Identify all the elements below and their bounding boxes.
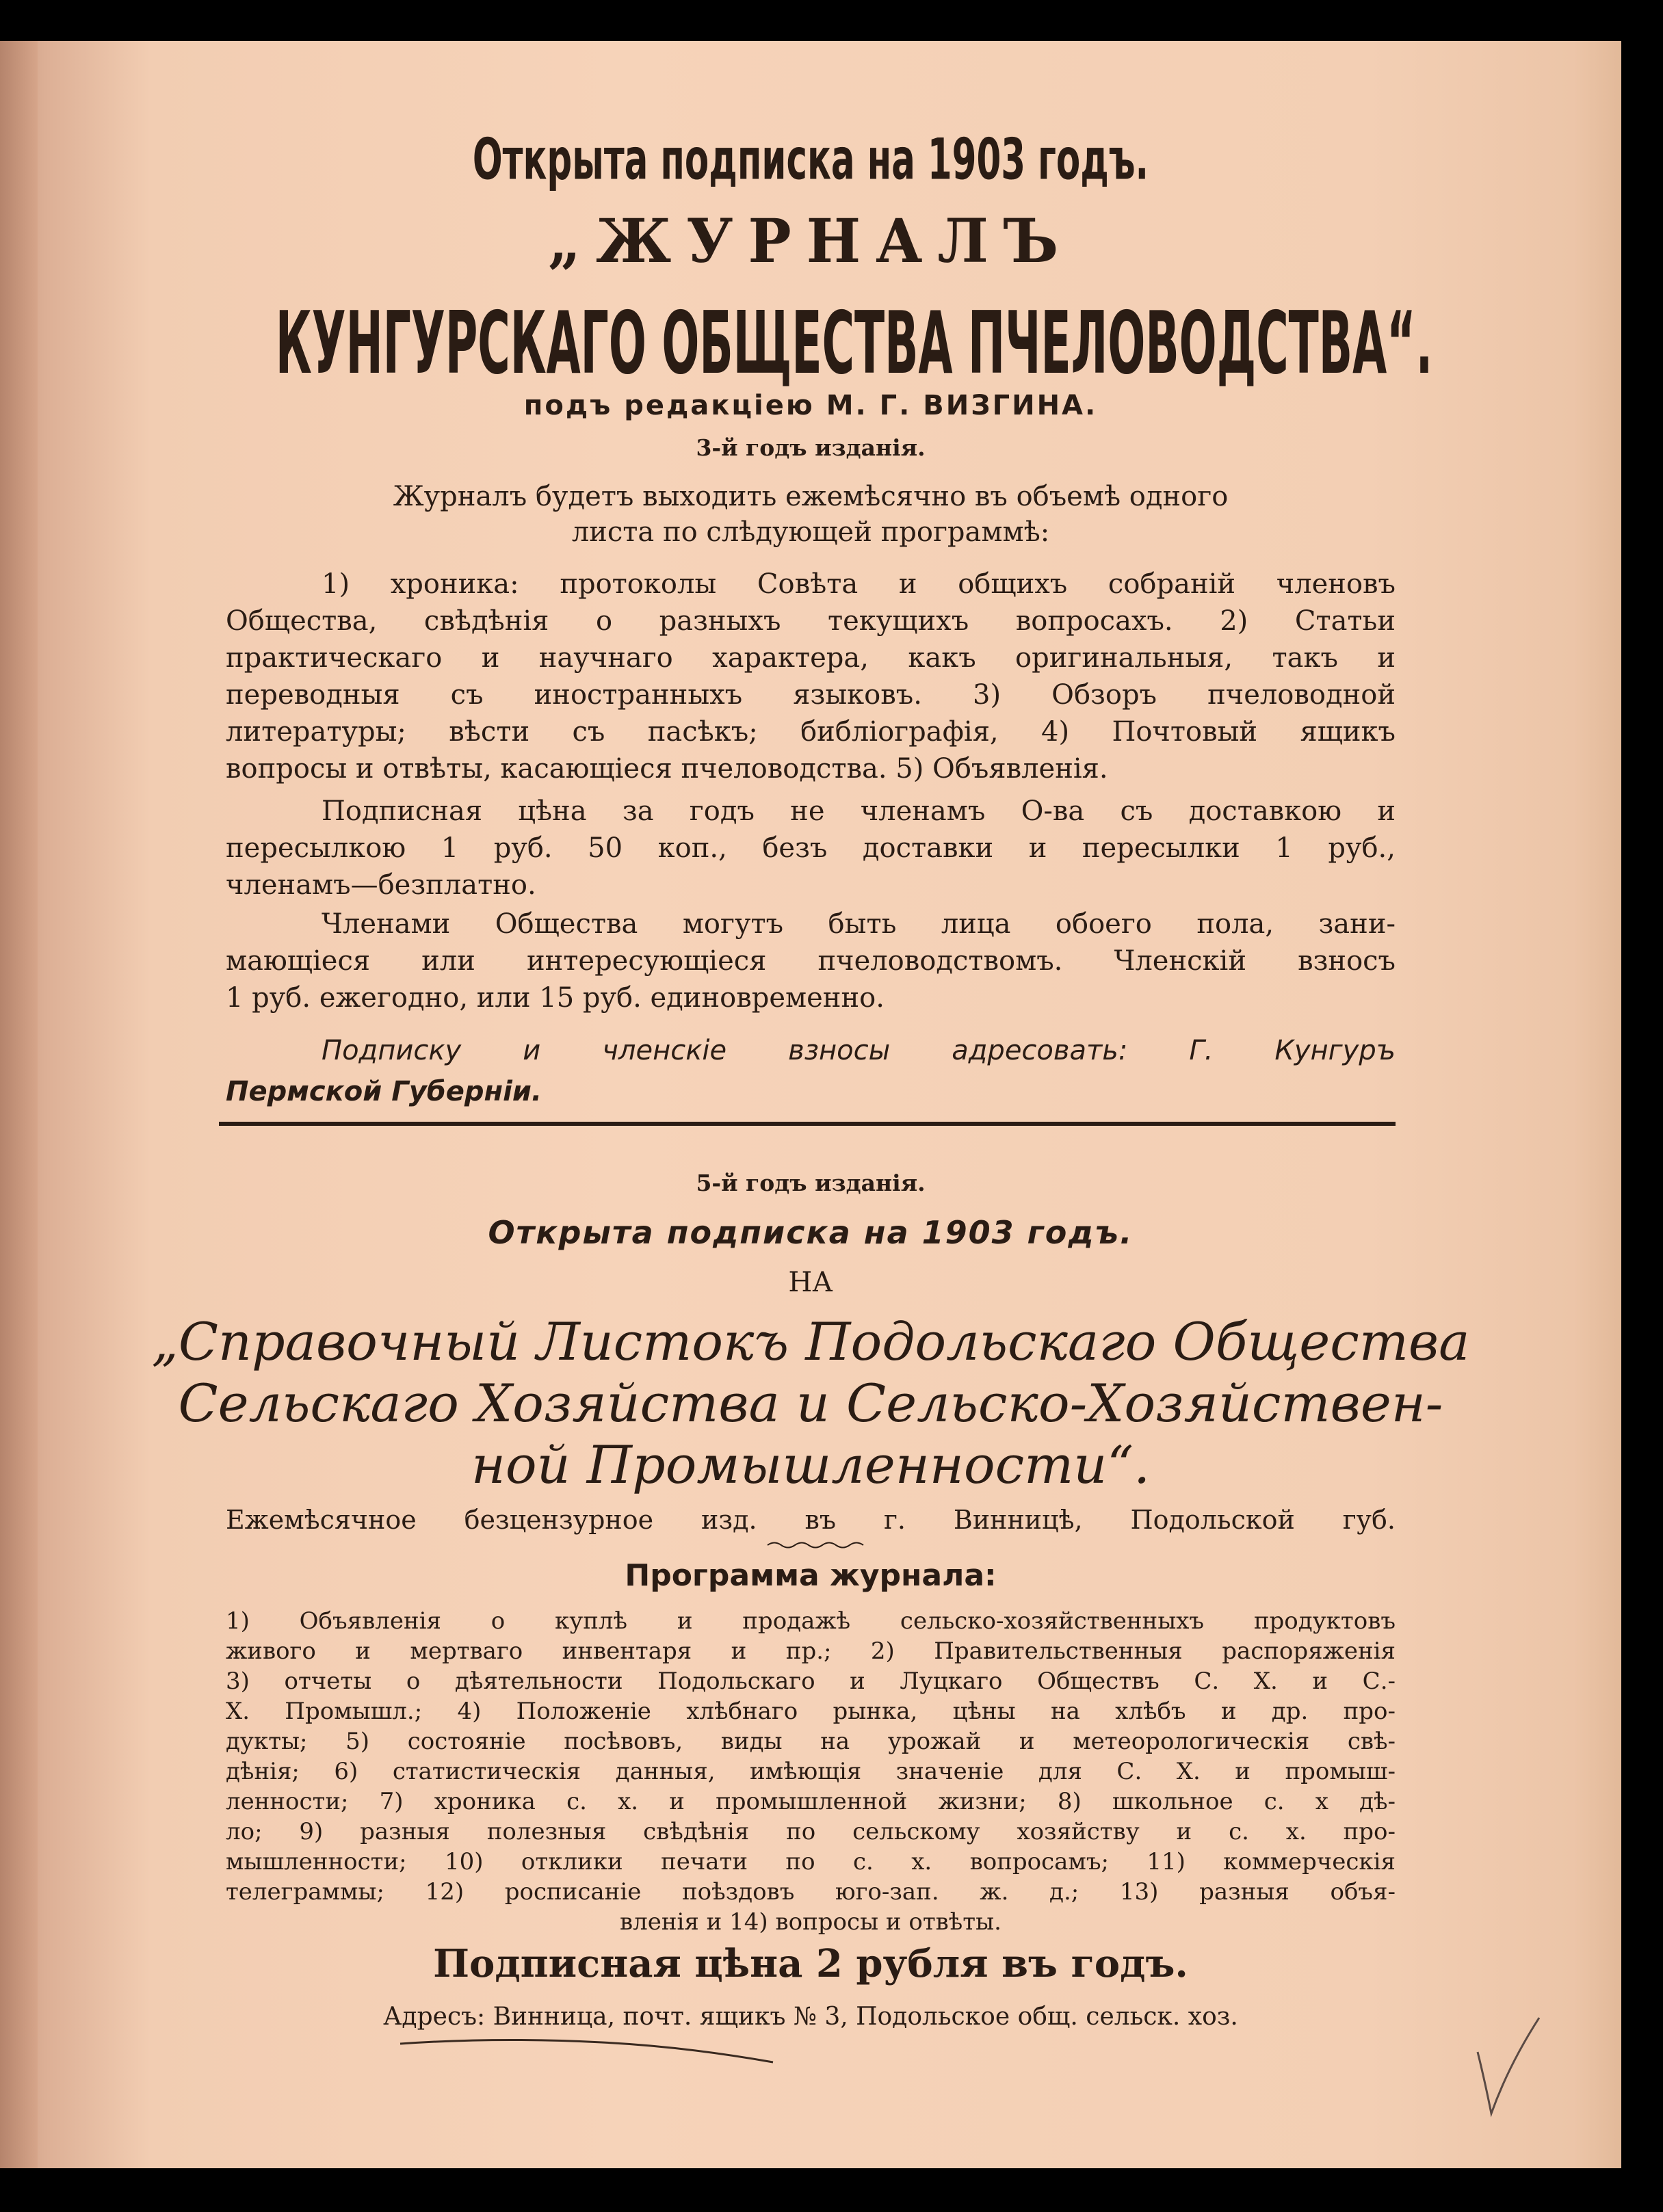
ad2-program-4: Х. Промышл.; 4) Положеніе хлѣбнаго рынка, цѣны на хлѣбъ и др. про-	[226, 1698, 1396, 1725]
ornament-wave	[766, 1540, 869, 1550]
ad1-title-word-text: „ЖУРНАЛЪ	[547, 205, 1074, 276]
ad2-program-10: телеграммы; 12) росписаніе поѣздовъ юго-зап. ж. д.; 13) разныя объя-	[226, 1878, 1396, 1906]
ad1-title-word	[0, 205, 1621, 276]
ad2-program-1: 1) Объявленія о куплѣ и продажѣ сельско-хозяйственныхъ продуктовъ	[226, 1607, 1396, 1635]
ad2-program-11: вленія и 14) вопросы и отвѣты.	[620, 1908, 1001, 1936]
ad1-address-1: Подписку и членскіе взносы адресовать: Г. Кунгуръ	[322, 1035, 1396, 1066]
ad1-intro-2: листа по слѣдующей программѣ:	[571, 516, 1050, 548]
ad2-program-heading: Программа журнала:	[625, 1558, 997, 1593]
ad1-editor: подъ редакціею М. Г. ВИЗГИНА.	[523, 390, 1098, 421]
ad1-heading	[0, 127, 1621, 193]
pencil-checkmark	[1471, 2011, 1546, 2120]
ad2-program-3: 3) отчеты о дѣятельности Подольскаго и Луцкаго Обществъ С. Х. и С.-	[226, 1668, 1396, 1695]
ad2-year: 5-й годъ изданія.	[696, 1170, 926, 1196]
ad1-price-2: пересылкою 1 руб. 50 коп., безъ доставки и пересылки 1 руб.,	[226, 832, 1396, 864]
ad2-title-2: Сельскаго Хозяйства и Сельско-Хозяйствен-	[178, 1373, 1443, 1434]
ad1-program-5: литературы; вѣсти съ пасѣкъ; библіографія, 4) Почтовый ящикъ	[226, 716, 1396, 748]
section-divider	[219, 1122, 1396, 1126]
ad1-heading-text: Открыта подписка на 1903 годъ.	[472, 127, 1149, 193]
ad1-program-4: переводныя съ иностранныхъ языковъ. 3) Обзоръ пчеловодной	[226, 679, 1396, 711]
ad2-price: Подписная цѣна 2 рубля въ годъ.	[433, 1941, 1188, 1986]
ad2-program-7: ленности; 7) хроника с. х. и промышленной жизни; 8) школьное с. х дѣ-	[226, 1788, 1396, 1815]
ad2-subtitle: Ежемѣсячное безцензурное изд. въ г. Винницѣ, Подольской губ.	[226, 1505, 1396, 1535]
ad2-na: НА	[788, 1267, 833, 1298]
ad1-members-3: 1 руб. ежегодно, или 15 руб. единовременно.	[226, 982, 885, 1014]
decorative-flourish	[397, 2031, 780, 2079]
ad1-price-3: членамъ—безплатно.	[226, 869, 536, 901]
ad1-price-1: Подписная цѣна за годъ не членамъ О-ва съ доставкою и	[322, 795, 1396, 827]
ad2-title-3: ной Промышленности“.	[471, 1434, 1151, 1495]
ad1-program-6: вопросы и отвѣты, касающіеся пчеловодства. 5) Объявленія.	[226, 753, 1108, 785]
ad1-year: 3-й годъ изданія.	[696, 434, 926, 461]
ad1-members-1: Членами Общества могутъ быть лица обоего пола, зани-	[322, 908, 1396, 940]
ad2-program-2: живого и мертваго инвентаря и пр.; 2) Правительственныя распоряженія	[226, 1637, 1396, 1665]
ad2-program-6: дѣнія; 6) статистическія данныя, имѣющія значеніе для С. Х. и промыш-	[226, 1758, 1396, 1785]
ad2-program-9: мышленности; 10) отклики печати по с. х. вопросамъ; 11) коммерческія	[226, 1848, 1396, 1875]
ad1-program-1: 1) хроника: протоколы Совѣта и общихъ собраній членовъ	[322, 568, 1396, 600]
ad2-program-8: ло; 9) разныя полезныя свѣдѣнія по сельскому хозяйству и с. х. про-	[226, 1818, 1396, 1845]
ad2-heading: Открыта подписка на 1903 годъ.	[488, 1214, 1134, 1251]
ad2-address: Адресъ: Винница, почт. ящикъ № 3, Подольское общ. сельск. хоз.	[383, 2003, 1238, 2031]
ad2-title-1: „Справочный Листокъ Подольскаго Общества	[151, 1311, 1470, 1372]
ad1-program-3: практическаго и научнаго характера, какъ оригинальныя, такъ и	[226, 642, 1396, 674]
ad1-title-line2-text: КУНГУРСКАГО ОБЩЕСТВА ПЧЕЛОВОДСТВА“.	[275, 294, 1433, 394]
scanned-page	[0, 41, 1621, 2168]
ad1-program-2: Общества, свѣдѣнія о разныхъ текущихъ вопросахъ. 2) Статьи	[226, 605, 1396, 637]
ad1-intro-1: Журналъ будетъ выходить ежемѣсячно въ объемѣ одного	[393, 481, 1229, 512]
ad1-address-2: Пермской Губерніи.	[226, 1076, 542, 1107]
ad1-members-2: мающіеся или интересующіеся пчеловодствомъ. Членскій взносъ	[226, 945, 1396, 977]
ad1-title-line2	[0, 294, 1621, 394]
ad2-program-5: дукты; 5) состояніе посѣвовъ, виды на урожай и метеорологическія свѣ-	[226, 1728, 1396, 1755]
